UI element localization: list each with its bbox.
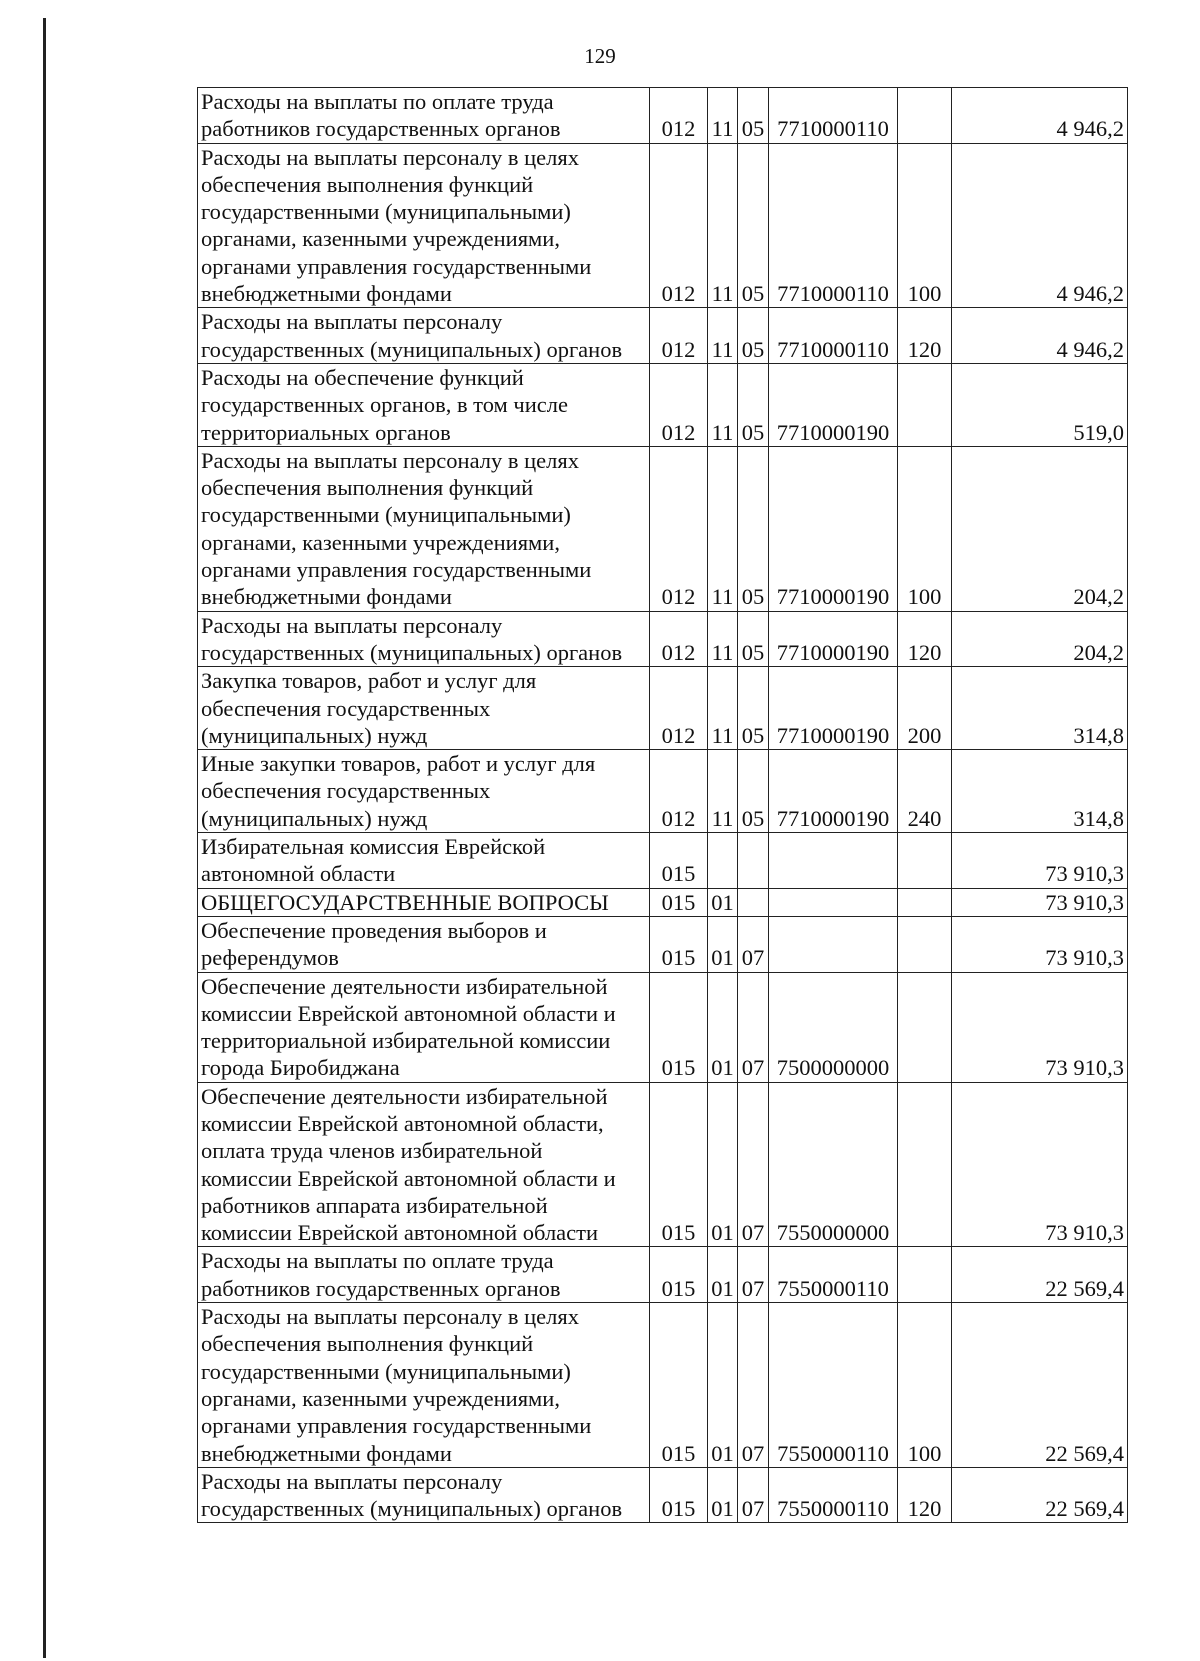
- subsection-code-cell: 07: [738, 1247, 769, 1303]
- amount-cell: 73 910,3: [952, 833, 1128, 889]
- item-name-line: государственными (муниципальными): [201, 502, 571, 528]
- expense-type-cell: 100: [898, 143, 952, 308]
- item-name-line: Расходы на выплаты персоналу в целях: [201, 144, 579, 170]
- table-row: [198, 611, 1128, 667]
- section-code-cell: 11: [708, 363, 738, 446]
- amount-cell: 73 910,3: [952, 888, 1128, 916]
- item-name-line: обеспечения выполнения функций: [201, 171, 534, 197]
- item-name-line: референдумов: [201, 945, 339, 971]
- item-name-line: Обеспечение проведения выборов и: [201, 917, 547, 943]
- expense-type-cell: [898, 88, 952, 144]
- item-name-line: государственными (муниципальными): [201, 1358, 571, 1384]
- subsection-code-cell: 07: [738, 1082, 769, 1247]
- subsection-code-cell: 05: [738, 88, 769, 144]
- ministry-code-cell: 012: [650, 143, 708, 308]
- table-row: [198, 1467, 1128, 1523]
- section-code-cell: 01: [708, 888, 738, 916]
- item-name-line: (муниципальных) нужд: [201, 805, 428, 831]
- item-name-cell: [198, 1303, 650, 1468]
- item-name-line: ОБЩЕГОСУДАРСТВЕННЫЕ ВОПРОСЫ: [201, 889, 609, 915]
- amount-cell: 22 569,4: [952, 1247, 1128, 1303]
- subsection-code-cell: 05: [738, 308, 769, 364]
- item-name-line: органами, казенными учреждениями,: [201, 1385, 560, 1411]
- subsection-code-cell: 05: [738, 446, 769, 611]
- item-name-line: органами управления государственными: [201, 557, 592, 583]
- item-name-line: (муниципальных) нужд: [201, 722, 428, 748]
- amount-cell: 73 910,3: [952, 916, 1128, 972]
- section-code-cell: 11: [708, 611, 738, 667]
- item-name-line: Обеспечение деятельности избирательной: [201, 1083, 608, 1109]
- expense-type-cell: [898, 888, 952, 916]
- item-name-line: работников аппарата избирательной: [201, 1192, 548, 1218]
- target-article-cell: [769, 888, 898, 916]
- ministry-code-cell: 015: [650, 1247, 708, 1303]
- item-name-line: Обеспечение деятельности избирательной: [201, 973, 608, 999]
- section-code-cell: 01: [708, 916, 738, 972]
- item-name-cell: [198, 143, 650, 308]
- subsection-code-cell: 05: [738, 750, 769, 833]
- expense-type-cell: 100: [898, 446, 952, 611]
- item-name-line: Расходы на выплаты персоналу в целях: [201, 447, 579, 473]
- subsection-code-cell: 07: [738, 1467, 769, 1523]
- expense-type-cell: 120: [898, 1467, 952, 1523]
- subsection-code-cell: 07: [738, 972, 769, 1082]
- item-name-line: Расходы на выплаты по оплате труда: [201, 89, 554, 114]
- ministry-code-cell: 015: [650, 1303, 708, 1468]
- budget-table: [197, 87, 1128, 1523]
- table-row: [198, 446, 1128, 611]
- item-name-line: работников государственных органов: [201, 116, 561, 142]
- item-name-line: комиссии Еврейской автономной области и: [201, 1165, 616, 1191]
- target-article-cell: 7710000110: [769, 308, 898, 364]
- table-row: [198, 972, 1128, 1082]
- item-name-line: Расходы на выплаты по оплате труда: [201, 1248, 554, 1274]
- item-name-line: государственных (муниципальных) органов: [201, 1496, 623, 1522]
- section-code-cell: 11: [708, 446, 738, 611]
- item-name-cell: [198, 1082, 650, 1247]
- item-name-cell: [198, 1247, 650, 1303]
- item-name-line: Иные закупки товаров, работ и услуг для: [201, 751, 596, 777]
- item-name-line: автономной области: [201, 861, 396, 887]
- item-name-cell: [198, 888, 650, 916]
- amount-cell: 204,2: [952, 611, 1128, 667]
- amount-cell: 519,0: [952, 363, 1128, 446]
- subsection-code-cell: [738, 833, 769, 889]
- amount-cell: 4 946,2: [952, 308, 1128, 364]
- item-name-line: органами управления государственными: [201, 1413, 592, 1439]
- subsection-code-cell: [738, 888, 769, 916]
- table-row: [198, 1247, 1128, 1303]
- item-name-line: органами, казенными учреждениями,: [201, 529, 560, 555]
- section-code-cell: 01: [708, 1303, 738, 1468]
- target-article-cell: 7500000000: [769, 972, 898, 1082]
- section-code-cell: 01: [708, 1247, 738, 1303]
- item-name-line: территориальных органов: [201, 419, 451, 445]
- table-row: [198, 750, 1128, 833]
- item-name-cell: [198, 446, 650, 611]
- item-name-cell: [198, 972, 650, 1082]
- target-article-cell: 7710000190: [769, 611, 898, 667]
- table-row: [198, 88, 1128, 144]
- target-article-cell: 7550000000: [769, 1082, 898, 1247]
- expense-type-cell: 200: [898, 667, 952, 750]
- item-name-line: государственных органов, в том числе: [201, 392, 568, 418]
- ministry-code-cell: 015: [650, 833, 708, 889]
- target-article-cell: 7550000110: [769, 1467, 898, 1523]
- amount-cell: 314,8: [952, 750, 1128, 833]
- target-article-cell: [769, 833, 898, 889]
- item-name-line: Расходы на выплаты персоналу в целях: [201, 1304, 579, 1330]
- expense-type-cell: [898, 972, 952, 1082]
- section-code-cell: 01: [708, 1082, 738, 1247]
- target-article-cell: 7550000110: [769, 1247, 898, 1303]
- item-name-line: органами управления государственными: [201, 253, 592, 279]
- expense-type-cell: [898, 363, 952, 446]
- item-name-line: Закупка товаров, работ и услуг для: [201, 668, 537, 694]
- section-code-cell: 11: [708, 88, 738, 144]
- item-name-line: внебюджетными фондами: [201, 281, 452, 307]
- table-row: [198, 1303, 1128, 1468]
- table-row: [198, 833, 1128, 889]
- table-row: [198, 363, 1128, 446]
- binding-edge-line: [43, 18, 46, 1658]
- target-article-cell: 7710000190: [769, 446, 898, 611]
- item-name-line: комиссии Еврейской автономной области: [201, 1220, 599, 1246]
- ministry-code-cell: 012: [650, 750, 708, 833]
- item-name-line: территориальной избирательной комиссии: [201, 1028, 611, 1054]
- item-name-line: государственными (муниципальными): [201, 199, 571, 225]
- item-name-line: Расходы на выплаты персоналу: [201, 1468, 503, 1494]
- amount-cell: 73 910,3: [952, 1082, 1128, 1247]
- ministry-code-cell: 015: [650, 1082, 708, 1247]
- ministry-code-cell: 015: [650, 888, 708, 916]
- item-name-line: Расходы на обеспечение функций: [201, 364, 524, 390]
- subsection-code-cell: 05: [738, 363, 769, 446]
- amount-cell: 22 569,4: [952, 1303, 1128, 1468]
- item-name-line: работников государственных органов: [201, 1275, 561, 1301]
- item-name-line: комиссии Еврейской автономной области,: [201, 1110, 604, 1136]
- target-article-cell: 7710000190: [769, 667, 898, 750]
- ministry-code-cell: 015: [650, 916, 708, 972]
- item-name-cell: [198, 750, 650, 833]
- item-name-line: обеспечения выполнения функций: [201, 1331, 534, 1357]
- item-name-line: внебюджетными фондами: [201, 584, 452, 610]
- expense-type-cell: 120: [898, 308, 952, 364]
- section-code-cell: 11: [708, 143, 738, 308]
- item-name-line: внебюджетными фондами: [201, 1440, 452, 1466]
- amount-cell: 4 946,2: [952, 88, 1128, 144]
- expense-type-cell: [898, 1247, 952, 1303]
- expense-type-cell: [898, 1082, 952, 1247]
- table-row: [198, 308, 1128, 364]
- table-row: [198, 667, 1128, 750]
- subsection-code-cell: 07: [738, 916, 769, 972]
- target-article-cell: 7710000190: [769, 750, 898, 833]
- subsection-code-cell: 05: [738, 611, 769, 667]
- ministry-code-cell: 015: [650, 1467, 708, 1523]
- item-name-line: государственных (муниципальных) органов: [201, 639, 623, 665]
- amount-cell: 73 910,3: [952, 972, 1128, 1082]
- item-name-cell: [198, 667, 650, 750]
- section-code-cell: [708, 833, 738, 889]
- section-code-cell: 01: [708, 1467, 738, 1523]
- item-name-line: города Биробиджана: [201, 1055, 400, 1081]
- ministry-code-cell: 012: [650, 611, 708, 667]
- target-article-cell: 7710000110: [769, 88, 898, 144]
- amount-cell: 204,2: [952, 446, 1128, 611]
- target-article-cell: 7710000190: [769, 363, 898, 446]
- amount-cell: 314,8: [952, 667, 1128, 750]
- page-number: 129: [584, 44, 616, 68]
- subsection-code-cell: 05: [738, 143, 769, 308]
- ministry-code-cell: 012: [650, 667, 708, 750]
- item-name-cell: [198, 1467, 650, 1523]
- subsection-code-cell: 07: [738, 1303, 769, 1468]
- item-name-cell: [198, 363, 650, 446]
- table-row: [198, 888, 1128, 916]
- expense-type-cell: 100: [898, 1303, 952, 1468]
- item-name-line: государственных (муниципальных) органов: [201, 336, 623, 362]
- item-name-line: Расходы на выплаты персоналу: [201, 309, 503, 335]
- target-article-cell: [769, 916, 898, 972]
- item-name-cell: [198, 88, 650, 144]
- item-name-cell: [198, 308, 650, 364]
- amount-cell: 22 569,4: [952, 1467, 1128, 1523]
- expense-type-cell: [898, 833, 952, 889]
- subsection-code-cell: 05: [738, 667, 769, 750]
- ministry-code-cell: 012: [650, 88, 708, 144]
- ministry-code-cell: 012: [650, 308, 708, 364]
- budget-table-body: [198, 88, 1128, 1523]
- ministry-code-cell: 012: [650, 363, 708, 446]
- item-name-line: оплата труда членов избирательной: [201, 1138, 543, 1164]
- item-name-line: органами, казенными учреждениями,: [201, 226, 560, 252]
- expense-type-cell: 240: [898, 750, 952, 833]
- target-article-cell: 7550000110: [769, 1303, 898, 1468]
- target-article-cell: 7710000110: [769, 143, 898, 308]
- section-code-cell: 01: [708, 972, 738, 1082]
- table-row: [198, 143, 1128, 308]
- amount-cell: 4 946,2: [952, 143, 1128, 308]
- expense-type-cell: 120: [898, 611, 952, 667]
- item-name-line: Расходы на выплаты персоналу: [201, 612, 503, 638]
- item-name-cell: [198, 833, 650, 889]
- section-code-cell: 11: [708, 308, 738, 364]
- item-name-line: обеспечения государственных: [201, 778, 491, 804]
- item-name-cell: [198, 611, 650, 667]
- item-name-line: комиссии Еврейской автономной области и: [201, 1000, 616, 1026]
- ministry-code-cell: 012: [650, 446, 708, 611]
- table-row: [198, 916, 1128, 972]
- expense-type-cell: [898, 916, 952, 972]
- section-code-cell: 11: [708, 750, 738, 833]
- item-name-line: обеспечения выполнения функций: [201, 475, 534, 501]
- item-name-line: обеспечения государственных: [201, 695, 491, 721]
- item-name-cell: [198, 916, 650, 972]
- item-name-line: Избирательная комиссия Еврейской: [201, 834, 546, 860]
- table-row: [198, 1082, 1128, 1247]
- section-code-cell: 11: [708, 667, 738, 750]
- ministry-code-cell: 015: [650, 972, 708, 1082]
